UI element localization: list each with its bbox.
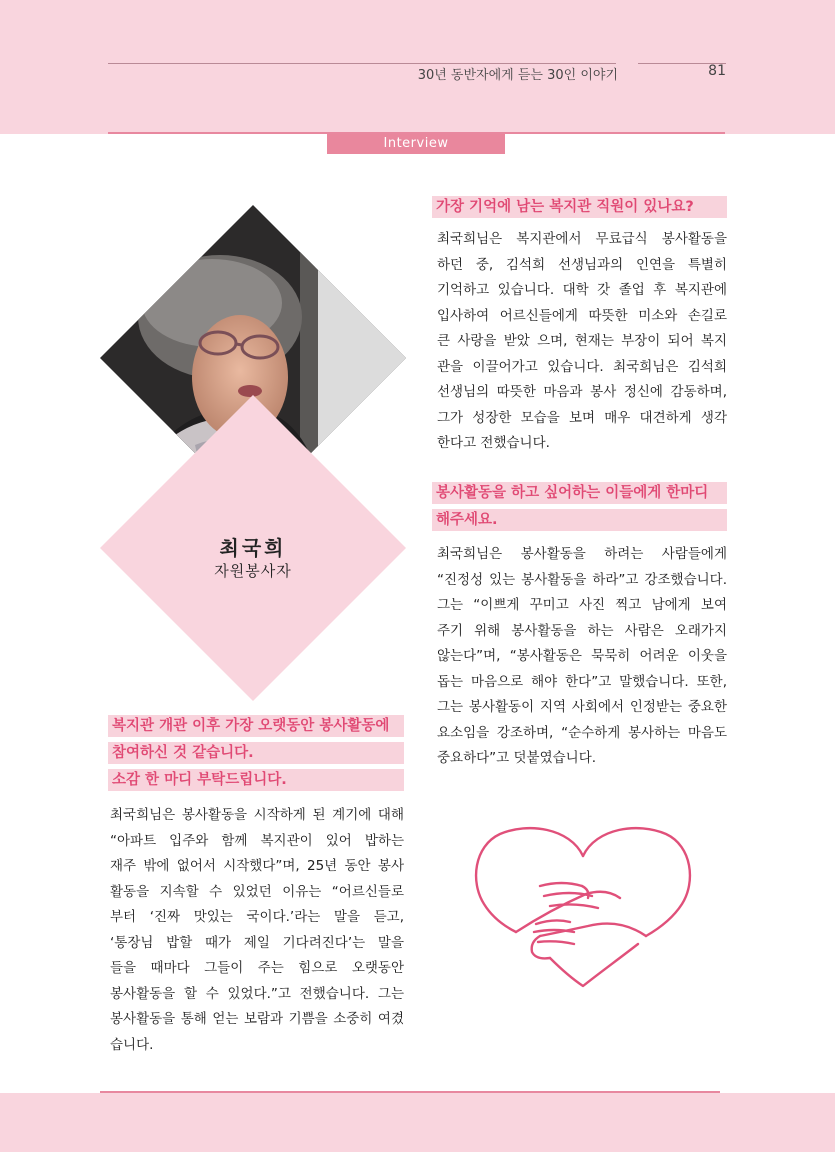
answer-2-line: 최국희님은 봉사활동을 하려는 사람들에게 xyxy=(437,546,727,562)
answer-3-line: ‘통장님 밥할 때가 제일 기다려진다’는 말을 xyxy=(110,934,404,951)
answer-2-line: 돕는 마음으로 해야 한다”고 말했습니다. 또한, xyxy=(437,673,727,690)
question-2-line: 해주세요. xyxy=(432,509,727,531)
footer-band xyxy=(0,1093,835,1152)
answer-1-line: 선생님의 따뜻한 마음과 봉사 정신에 감동하며, xyxy=(437,384,727,400)
answer-2-line: 그는 “이쁘게 꾸미고 사진 찍고 남에게 보여 xyxy=(437,597,727,613)
heart-hands-hug-icon xyxy=(470,820,696,990)
answer-1-line: 큰 사랑을 받았 으며, 현재는 부장이 되어 복지 xyxy=(437,333,727,349)
answer-2-line: 요소임을 강조하며, “순수하게 봉사하는 마음도 xyxy=(437,724,727,741)
answer-3-line: 부터 ‘진짜 맛있는 국이다.’라는 말을 듣고, xyxy=(110,909,404,925)
answer-2-line: 주기 위해 봉사활동을 하는 사람은 오래가지 xyxy=(437,622,727,639)
answer-1-line: 그가 성장한 모습을 보며 매우 대견하게 생각 xyxy=(437,409,727,426)
answer-1-line: 입사하여 어르신들에게 따뜻한 미소와 손길로 xyxy=(437,307,727,324)
question-2-line: 봉사활동을 하고 싶어하는 이들에게 한마디 xyxy=(432,482,727,504)
answer-3-line: 활동을 지속할 수 있었던 이유는 “어르신들로 xyxy=(110,883,404,900)
answer-1-line: 최국희님은 복지관에서 무료급식 봉사활동을 xyxy=(437,231,727,247)
answer-1 xyxy=(437,227,727,457)
answer-2 xyxy=(437,542,727,772)
question-3-line: 소감 한 마디 부탁드립니다. xyxy=(108,769,404,791)
answer-3-line: 재주 밖에 없어서 시작했다”며, 25년 동안 봉사 xyxy=(110,858,404,874)
interviewee-role: 자원봉사자 xyxy=(214,562,292,580)
answer-1-line: 하던 중, 김석희 선생님과의 인연을 특별히 xyxy=(437,256,727,273)
answer-1-line: 기억하고 있습니다. 대학 갓 졸업 후 복지관에 xyxy=(437,282,727,298)
running-header-title: 30년 동반자에게 듣는 30인 이야기 xyxy=(417,68,618,83)
interview-tag: Interview xyxy=(327,134,505,154)
question-3-line: 참여하신 것 같습니다. xyxy=(108,742,404,764)
interviewee-name: 최국희 xyxy=(219,536,287,560)
answer-3 xyxy=(110,803,404,1058)
question-1-line: 가장 기억에 남는 복지관 직원이 있나요? xyxy=(432,196,727,218)
page-number: 81 xyxy=(708,63,726,79)
answer-2-line: 않는다”며, “봉사활동은 묵묵히 어려운 이웃을 xyxy=(437,648,727,664)
answer-3-line: 들을 때마다 그들이 주는 힘으로 오랫동안 xyxy=(110,960,404,976)
answer-2-line: “진정성 있는 봉사활동을 하라”고 강조했습니다. xyxy=(437,571,727,588)
answer-3-line: 습니다. xyxy=(110,1036,154,1053)
question-3-line: 복지관 개관 이후 가장 오랫동안 봉사활동에 xyxy=(108,715,404,737)
answer-2-line: 중요하다”고 덧붙였습니다. xyxy=(437,750,597,766)
answer-2-line: 그는 봉사활동이 지역 사회에서 인정받는 중요한 xyxy=(437,699,727,715)
answer-3-line: 봉사활동을 통해 얻는 보람과 기쁨을 소중히 여겼 xyxy=(110,1011,404,1027)
answer-1-line: 한다고 전했습니다. xyxy=(437,435,550,451)
answer-1-line: 관을 이끌어가고 있습니다. 최국희님은 김석희 xyxy=(437,358,727,375)
answer-3-line: “아파트 입주와 함께 복지관이 있어 밥하는 xyxy=(110,832,404,849)
answer-3-line: 봉사활동을 할 수 있었다.”고 전했습니다. 그는 xyxy=(110,985,404,1002)
answer-3-line: 최국희님은 봉사활동을 시작하게 된 계기에 대해 xyxy=(110,807,404,823)
